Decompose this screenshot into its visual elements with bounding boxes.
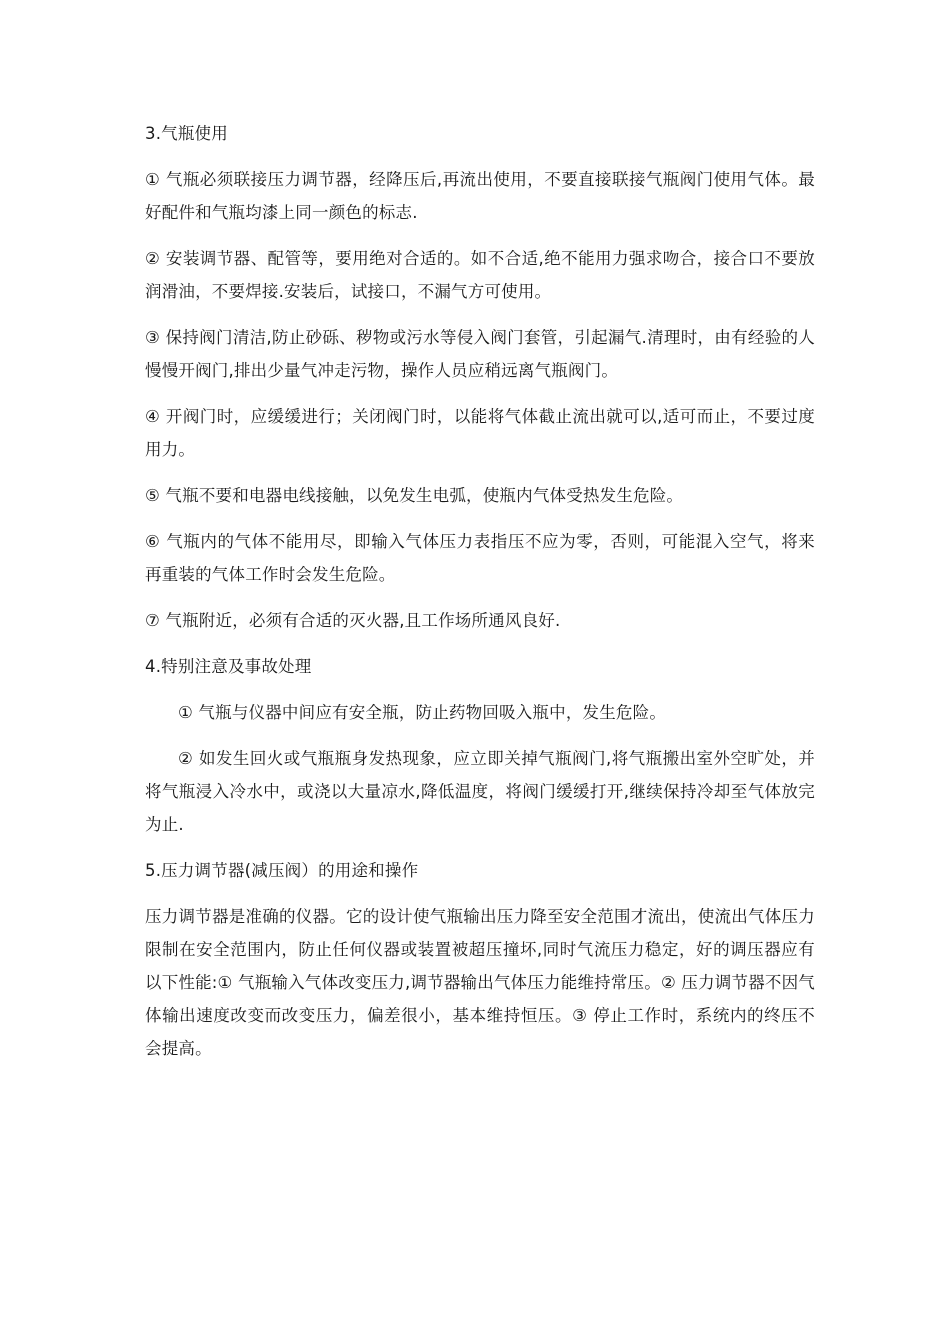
paragraph: ④ 开阀门时，应缓缓进行；关闭阀门时，以能将气体截止流出就可以,适可而止，不要过度用力。 <box>145 407 815 459</box>
paragraph: ② 安装调节器、配管等，要用绝对合适的。如不合适,绝不能用力强求吻合，接合口不要放润滑油，不要焊接.安装后，试接口，不漏气方可使用。 <box>145 249 815 301</box>
section-heading-special-attention: 4.特别注意及事故处理 <box>145 657 312 676</box>
paragraph: ⑤ 气瓶不要和电器电线接触，以免发生电弧，使瓶内气体受热发生危险。 <box>145 486 684 505</box>
paragraph: ⑦ 气瓶附近，必须有合适的灭火器,且工作场所通风良好. <box>145 611 561 630</box>
section-heading-gas-cylinder-use: 3.气瓶使用 <box>145 124 228 143</box>
paragraph: ② 如发生回火或气瓶瓶身发热现象，应立即关掉气瓶阀门,将气瓶搬出室外空旷处，并将气瓶浸入冷水中，或浇以大量凉水,降低温度，将阀门缓缓打开,继续保持冷却至气体放完为止. <box>145 749 815 834</box>
paragraph: 压力调节器是准确的仪器。它的设计使气瓶输出压力降至安全范围才流出，使流出气体压力限制在安全范围内，防止任何仪器或装置被超压撞坏,同时气流压力稳定，好的调压器应有以下性能:① 气瓶输入气体改变压力,调节器输出气体压力能维持常压。② 压力调节器不因气体输出速度改变而改变压力，偏差很小，基本维持恒压。③ 停止工作时，系统内的终压不会提高。 <box>145 907 815 1058</box>
section-heading-pressure-regulator: 5.压力调节器(减压阀）的用途和操作 <box>145 861 419 880</box>
paragraph: ① 气瓶与仪器中间应有安全瓶，防止药物回吸入瓶中，发生危险。 <box>178 703 667 722</box>
document-body <box>145 117 815 1078</box>
paragraph: ⑥ 气瓶内的气体不能用尽，即输入气体压力表指压不应为零，否则，可能混入空气，将来再重装的气体工作时会发生危险。 <box>145 532 815 584</box>
paragraph: ③ 保持阀门清洁,防止砂砾、秽物或污水等侵入阀门套管，引起漏气.清理时，由有经验的人慢慢开阀门,排出少量气冲走污物，操作人员应稍远离气瓶阀门。 <box>145 328 815 380</box>
paragraph: ① 气瓶必须联接压力调节器，经降压后,再流出使用，不要直接联接气瓶阀门使用气体。最好配件和气瓶均漆上同一颜色的标志. <box>145 170 815 222</box>
